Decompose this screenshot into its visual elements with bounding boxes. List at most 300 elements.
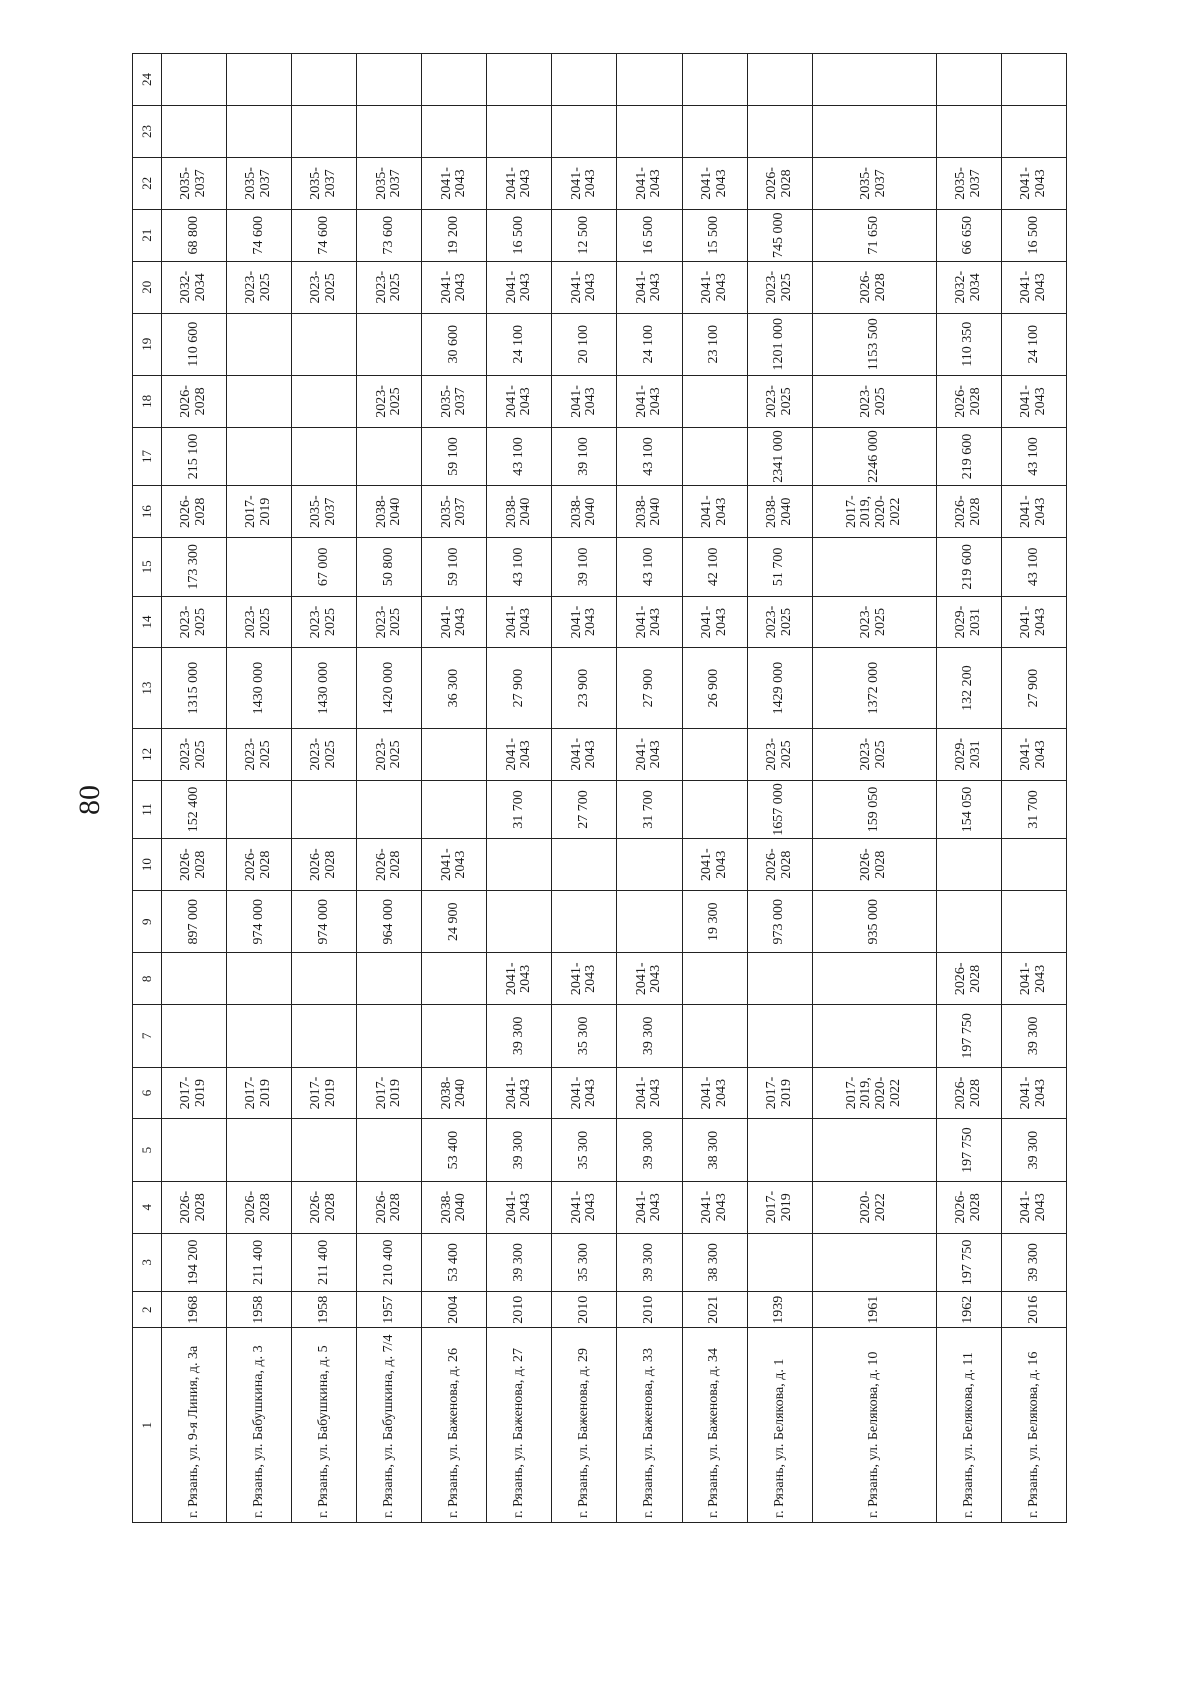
table-cell: 2041- 2043 (422, 839, 487, 891)
table-cell: 2026- 2028 (936, 486, 1001, 538)
column-header: 15 (133, 538, 162, 596)
table-cell: 745 000 (747, 209, 812, 261)
table-cell: 39 300 (487, 1119, 552, 1181)
table-cell: 2010 (552, 1292, 617, 1328)
table-cell: 2041- 2043 (552, 1181, 617, 1233)
table-cell: 219 600 (936, 427, 1001, 485)
table-cell: 1961 (812, 1292, 936, 1328)
table-cell: 211 400 (292, 1233, 357, 1291)
table-cell: 39 100 (552, 427, 617, 485)
table-cell: 2041- 2043 (487, 1067, 552, 1119)
table-cell: 1430 000 (227, 648, 292, 728)
table-cell (682, 728, 747, 780)
table-row (357, 54, 422, 1523)
rotated-table-wrapper (132, 53, 1067, 1523)
table-cell: 2041- 2043 (1001, 728, 1066, 780)
table-cell (227, 953, 292, 1005)
table-cell: 73 600 (357, 209, 422, 261)
table-cell: 2032- 2034 (936, 261, 1001, 313)
column-header: 24 (133, 54, 162, 106)
table-cell (936, 54, 1001, 106)
table-cell: 2026- 2028 (162, 375, 227, 427)
table-row (1001, 54, 1066, 1523)
table-cell: 210 400 (357, 1233, 422, 1291)
table-cell: 197 750 (936, 1119, 1001, 1181)
table-cell: 973 000 (747, 891, 812, 953)
table-cell: 74 600 (292, 209, 357, 261)
table-cell: 110 350 (936, 313, 1001, 375)
table-cell: 2041- 2043 (552, 596, 617, 648)
table-cell: 2041- 2043 (552, 157, 617, 209)
table-cell: 159 050 (812, 780, 936, 838)
table-cell: 2041- 2043 (1001, 1181, 1066, 1233)
table-cell (357, 106, 422, 158)
table-cell: 35 300 (552, 1005, 617, 1067)
table-cell (812, 106, 936, 158)
table-cell: 19 300 (682, 891, 747, 953)
table-cell: 2023- 2025 (357, 596, 422, 648)
table-cell: 2035- 2037 (422, 375, 487, 427)
table-cell: 15 500 (682, 209, 747, 261)
table-cell: 2029- 2031 (936, 596, 1001, 648)
table-cell: 2004 (422, 1292, 487, 1328)
table-cell (747, 1233, 812, 1291)
table-cell: 2041- 2043 (617, 1181, 682, 1233)
table-cell (1001, 106, 1066, 158)
table-cell (357, 780, 422, 838)
table-cell: 1430 000 (292, 648, 357, 728)
table-cell (292, 953, 357, 1005)
table-cell: 19 200 (422, 209, 487, 261)
table-cell (617, 839, 682, 891)
table-cell (1001, 54, 1066, 106)
table-cell: 2038- 2040 (552, 486, 617, 538)
table-cell: 2023- 2025 (227, 596, 292, 648)
column-header: 14 (133, 596, 162, 648)
table-cell (747, 953, 812, 1005)
table-cell: 2023- 2025 (747, 375, 812, 427)
table-cell: 2035- 2037 (227, 157, 292, 209)
table-cell (812, 538, 936, 596)
table-cell: 2041- 2043 (552, 375, 617, 427)
table-cell: 2026- 2028 (292, 839, 357, 891)
table-cell (936, 839, 1001, 891)
table-cell: 2017- 2019 (292, 1067, 357, 1119)
table-cell: 2041- 2043 (1001, 375, 1066, 427)
table-row (682, 54, 747, 1523)
table-cell (812, 1119, 936, 1181)
table-cell: 1657 000 (747, 780, 812, 838)
table-cell: 2026- 2028 (936, 953, 1001, 1005)
table-row (617, 54, 682, 1523)
column-header: 2 (133, 1292, 162, 1328)
table-cell: 2017- 2019 (227, 1067, 292, 1119)
data-table (132, 53, 1067, 1523)
table-cell: 39 300 (1001, 1233, 1066, 1291)
address-cell: г. Рязань, ул. Баженова, д. 26 (422, 1328, 487, 1523)
table-cell: 1962 (936, 1292, 1001, 1328)
address-cell: г. Рязань, ул. 9-я Линия, д. 3а (162, 1328, 227, 1523)
table-cell (617, 54, 682, 106)
table-cell: 39 300 (1001, 1119, 1066, 1181)
table-cell: 2041- 2043 (552, 1067, 617, 1119)
table-cell: 2023- 2025 (357, 261, 422, 313)
table-cell (292, 375, 357, 427)
table-cell: 2038- 2040 (747, 486, 812, 538)
table-cell: 2026- 2028 (227, 1181, 292, 1233)
table-cell (292, 313, 357, 375)
table-cell (422, 54, 487, 106)
table-cell (617, 891, 682, 953)
table-cell: 16 500 (1001, 209, 1066, 261)
table-cell (682, 427, 747, 485)
table-cell (357, 1005, 422, 1067)
table-cell: 31 700 (1001, 780, 1066, 838)
table-cell: 935 000 (812, 891, 936, 953)
table-cell: 1968 (162, 1292, 227, 1328)
table-cell (487, 54, 552, 106)
table-cell (747, 1119, 812, 1181)
table-cell: 23 100 (682, 313, 747, 375)
table-cell: 2017- 2019 (747, 1181, 812, 1233)
table-row (292, 54, 357, 1523)
table-cell (747, 1005, 812, 1067)
table-cell: 43 100 (617, 538, 682, 596)
table-cell: 1939 (747, 1292, 812, 1328)
table-cell (682, 375, 747, 427)
table-cell: 1957 (357, 1292, 422, 1328)
table-cell: 36 300 (422, 648, 487, 728)
column-header: 4 (133, 1181, 162, 1233)
table-cell: 43 100 (1001, 427, 1066, 485)
table-cell: 2041- 2043 (487, 953, 552, 1005)
table-cell (357, 427, 422, 485)
column-header: 17 (133, 427, 162, 485)
table-cell: 31 700 (487, 780, 552, 838)
table-cell: 2023- 2025 (357, 375, 422, 427)
table-cell: 2016 (1001, 1292, 1066, 1328)
table-cell: 2023- 2025 (747, 596, 812, 648)
table-cell: 2026- 2028 (162, 486, 227, 538)
table-cell: 2035- 2037 (936, 157, 1001, 209)
table-cell: 2038- 2040 (617, 486, 682, 538)
table-cell: 38 300 (682, 1119, 747, 1181)
table-cell: 2026- 2028 (357, 1181, 422, 1233)
table-cell: 2041- 2043 (682, 596, 747, 648)
table-cell: 1315 000 (162, 648, 227, 728)
table-cell: 16 500 (617, 209, 682, 261)
column-header: 9 (133, 891, 162, 953)
table-cell: 2023- 2025 (747, 728, 812, 780)
table-cell: 2041- 2043 (1001, 157, 1066, 209)
table-body (162, 54, 1067, 1523)
table-cell (936, 891, 1001, 953)
table-cell (227, 313, 292, 375)
table-cell: 2038- 2040 (357, 486, 422, 538)
table-cell: 2023- 2025 (162, 596, 227, 648)
table-cell: 2023- 2025 (812, 728, 936, 780)
table-cell: 2041- 2043 (682, 1181, 747, 1233)
table-row (162, 54, 227, 1523)
table-cell: 2041- 2043 (552, 728, 617, 780)
table-cell: 2041- 2043 (682, 839, 747, 891)
table-cell: 39 100 (552, 538, 617, 596)
table-cell: 59 100 (422, 538, 487, 596)
address-cell: г. Рязань, ул. Баженова, д. 34 (682, 1328, 747, 1523)
table-cell: 24 100 (487, 313, 552, 375)
table-cell (227, 106, 292, 158)
table-cell (357, 1119, 422, 1181)
table-cell: 24 900 (422, 891, 487, 953)
table-cell: 39 300 (617, 1233, 682, 1291)
table-cell: 2023- 2025 (357, 728, 422, 780)
header-row (133, 54, 162, 1523)
table-cell: 24 100 (1001, 313, 1066, 375)
table-cell: 2017- 2019 (162, 1067, 227, 1119)
table-cell: 2026- 2028 (812, 839, 936, 891)
table-cell: 2026- 2028 (357, 839, 422, 891)
table-cell (1001, 891, 1066, 953)
table-cell: 173 300 (162, 538, 227, 596)
table-cell: 59 100 (422, 427, 487, 485)
table-cell: 16 500 (487, 209, 552, 261)
table-cell: 30 600 (422, 313, 487, 375)
table-cell: 2041- 2043 (617, 596, 682, 648)
column-header: 1 (133, 1328, 162, 1523)
table-cell (936, 106, 1001, 158)
table-cell: 2246 000 (812, 427, 936, 485)
address-cell: г. Рязань, ул. Баженова, д. 29 (552, 1328, 617, 1523)
table-cell: 2041- 2043 (422, 261, 487, 313)
table-cell: 1958 (227, 1292, 292, 1328)
table-cell: 43 100 (1001, 538, 1066, 596)
table-cell (747, 54, 812, 106)
column-header: 21 (133, 209, 162, 261)
table-row (812, 54, 936, 1523)
table-cell: 1958 (292, 1292, 357, 1328)
table-cell (357, 953, 422, 1005)
table-cell: 2041- 2043 (487, 157, 552, 209)
table-cell (617, 106, 682, 158)
table-cell: 43 100 (487, 427, 552, 485)
table-cell: 2041- 2043 (617, 728, 682, 780)
table-cell: 39 300 (487, 1233, 552, 1291)
table-cell: 2023- 2025 (292, 596, 357, 648)
table-cell: 31 700 (617, 780, 682, 838)
table-cell: 974 000 (227, 891, 292, 953)
table-cell: 53 400 (422, 1233, 487, 1291)
table-cell: 1429 000 (747, 648, 812, 728)
table-cell: 2017- 2019, 2020- 2022 (812, 486, 936, 538)
address-cell: г. Рязань, ул. Баженова, д. 27 (487, 1328, 552, 1523)
table-cell (552, 839, 617, 891)
table-cell: 2041- 2043 (422, 157, 487, 209)
table-cell (357, 54, 422, 106)
table-cell (227, 538, 292, 596)
table-cell: 68 800 (162, 209, 227, 261)
table-cell (292, 1005, 357, 1067)
table-cell: 23 900 (552, 648, 617, 728)
table-row (227, 54, 292, 1523)
table-cell: 1372 000 (812, 648, 936, 728)
table-cell: 2041- 2043 (487, 728, 552, 780)
table-cell: 27 900 (617, 648, 682, 728)
column-header: 23 (133, 106, 162, 158)
table-cell: 51 700 (747, 538, 812, 596)
table-cell: 154 050 (936, 780, 1001, 838)
table-cell (682, 1005, 747, 1067)
column-header: 22 (133, 157, 162, 209)
column-header: 3 (133, 1233, 162, 1291)
table-cell: 2038- 2040 (422, 1067, 487, 1119)
table-cell: 2041- 2043 (682, 157, 747, 209)
table-cell: 197 750 (936, 1005, 1001, 1067)
table-cell: 2023- 2025 (162, 728, 227, 780)
table-cell: 194 200 (162, 1233, 227, 1291)
column-header: 13 (133, 648, 162, 728)
table-cell: 2041- 2043 (617, 1067, 682, 1119)
table-cell: 2026- 2028 (162, 1181, 227, 1233)
table-cell (487, 106, 552, 158)
table-cell (682, 106, 747, 158)
column-header: 6 (133, 1067, 162, 1119)
table-cell (812, 1233, 936, 1291)
table-cell: 2041- 2043 (1001, 953, 1066, 1005)
table-cell: 2020- 2022 (812, 1181, 936, 1233)
table-cell: 2341 000 (747, 427, 812, 485)
table-cell (227, 54, 292, 106)
column-header: 11 (133, 780, 162, 838)
table-cell: 2041- 2043 (422, 596, 487, 648)
table-cell: 71 650 (812, 209, 936, 261)
table-cell (227, 1119, 292, 1181)
table-row (936, 54, 1001, 1523)
table-cell: 2023- 2025 (747, 261, 812, 313)
table-cell (357, 313, 422, 375)
table-cell: 43 100 (617, 427, 682, 485)
table-cell: 2035- 2037 (357, 157, 422, 209)
table-cell: 2041- 2043 (617, 375, 682, 427)
table-cell: 897 000 (162, 891, 227, 953)
table-cell (422, 728, 487, 780)
address-cell: г. Рязань, ул. Белякова, д. 10 (812, 1328, 936, 1523)
table-cell: 2023- 2025 (292, 728, 357, 780)
table-cell: 2038- 2040 (422, 1181, 487, 1233)
table-cell: 2026- 2028 (292, 1181, 357, 1233)
table-cell (292, 106, 357, 158)
table-cell: 132 200 (936, 648, 1001, 728)
table-cell (422, 1005, 487, 1067)
table-cell: 74 600 (227, 209, 292, 261)
address-cell: г. Рязань, ул. Баженова, д. 33 (617, 1328, 682, 1523)
table-cell: 2017- 2019 (227, 486, 292, 538)
address-cell: г. Рязань, ул. Бабушкина, д. 3 (227, 1328, 292, 1523)
table-cell (747, 106, 812, 158)
table-cell (422, 953, 487, 1005)
table-cell: 39 300 (487, 1005, 552, 1067)
table-cell: 2017- 2019, 2020- 2022 (812, 1067, 936, 1119)
table-cell: 2017- 2019 (747, 1067, 812, 1119)
table-cell: 2035- 2037 (422, 486, 487, 538)
table-cell: 197 750 (936, 1233, 1001, 1291)
table-cell: 1420 000 (357, 648, 422, 728)
table-cell: 2041- 2043 (1001, 486, 1066, 538)
table-cell: 50 800 (357, 538, 422, 596)
table-cell: 1153 500 (812, 313, 936, 375)
table-cell: 2041- 2043 (682, 1067, 747, 1119)
column-header: 7 (133, 1005, 162, 1067)
table-cell: 42 100 (682, 538, 747, 596)
table-cell (682, 953, 747, 1005)
table-cell (552, 891, 617, 953)
table-cell: 2038- 2040 (487, 486, 552, 538)
table-cell (292, 780, 357, 838)
table-cell: 2026- 2028 (747, 157, 812, 209)
table-cell: 2035- 2037 (292, 157, 357, 209)
table-cell: 26 900 (682, 648, 747, 728)
table-cell (812, 54, 936, 106)
table-cell (227, 780, 292, 838)
table-cell (292, 54, 357, 106)
table-cell (292, 427, 357, 485)
table-cell: 35 300 (552, 1233, 617, 1291)
table-cell: 2026- 2028 (936, 1181, 1001, 1233)
table-cell (487, 839, 552, 891)
table-cell: 964 000 (357, 891, 422, 953)
column-header: 5 (133, 1119, 162, 1181)
table-cell: 2041- 2043 (552, 261, 617, 313)
column-header: 12 (133, 728, 162, 780)
table-cell: 39 300 (617, 1005, 682, 1067)
table-cell (162, 953, 227, 1005)
table-cell (227, 375, 292, 427)
table-cell: 2026- 2028 (747, 839, 812, 891)
table-cell: 2035- 2037 (162, 157, 227, 209)
table-cell: 2041- 2043 (487, 261, 552, 313)
table-cell (422, 780, 487, 838)
table-cell: 24 100 (617, 313, 682, 375)
column-header: 8 (133, 953, 162, 1005)
address-cell: г. Рязань, ул. Белякова, д. 11 (936, 1328, 1001, 1523)
table-cell: 2041- 2043 (1001, 1067, 1066, 1119)
table-cell: 27 900 (1001, 648, 1066, 728)
table-cell (682, 780, 747, 838)
table-cell: 35 300 (552, 1119, 617, 1181)
table-cell: 2023- 2025 (812, 375, 936, 427)
table-cell: 27 900 (487, 648, 552, 728)
table-cell (162, 54, 227, 106)
table-cell: 66 650 (936, 209, 1001, 261)
table-cell: 2032- 2034 (162, 261, 227, 313)
table-row (422, 54, 487, 1523)
table-row (747, 54, 812, 1523)
table-cell (1001, 839, 1066, 891)
table-cell: 27 700 (552, 780, 617, 838)
page-number: 80 (73, 785, 106, 815)
table-cell: 39 300 (1001, 1005, 1066, 1067)
table-cell (552, 54, 617, 106)
table-cell: 2041- 2043 (617, 261, 682, 313)
table-cell: 2026- 2028 (812, 261, 936, 313)
table-cell: 1201 000 (747, 313, 812, 375)
table-cell: 2021 (682, 1292, 747, 1328)
table-cell: 39 300 (617, 1119, 682, 1181)
table-cell: 974 000 (292, 891, 357, 953)
table-cell: 2026- 2028 (162, 839, 227, 891)
column-header: 16 (133, 486, 162, 538)
table-cell: 38 300 (682, 1233, 747, 1291)
table-cell: 2035- 2037 (812, 157, 936, 209)
